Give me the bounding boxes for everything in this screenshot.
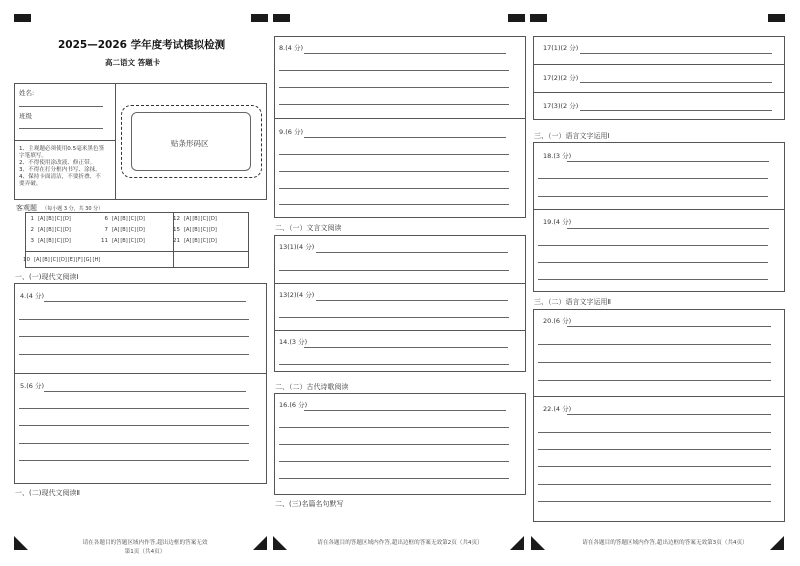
page-footer: 请在各题目的答题区域内作答,超出边框的答案无效第2页（共4页）: [317, 540, 483, 546]
answer-box-q13-q14: [274, 235, 526, 372]
mc-option-bubble[interactable]: [D]: [137, 238, 145, 244]
answer-line[interactable]: [279, 87, 509, 88]
mc-option-bubble[interactable]: [E]: [67, 257, 75, 263]
mc-option-bubble[interactable]: [B]: [120, 227, 128, 233]
answer-line[interactable]: [279, 364, 509, 365]
question-label-q14: 14.(3 分): [279, 338, 308, 346]
answer-line[interactable]: [279, 270, 509, 271]
mc-option-bubble[interactable]: [B]: [42, 257, 50, 263]
registration-mark: [251, 14, 268, 22]
answer-box-q20-q22: [533, 309, 785, 522]
section-heading: 三、（一）语言文字运用Ⅰ: [534, 132, 610, 140]
mc-question-row: [168, 238, 218, 244]
mc-question-number: 2: [30, 227, 34, 233]
box-divider: [274, 330, 526, 331]
answer-line[interactable]: [567, 326, 771, 327]
answer-line[interactable]: [538, 262, 768, 263]
question-label-q8: 8.(4 分): [279, 44, 303, 52]
corner-triangle: [14, 536, 28, 550]
answer-line[interactable]: [538, 484, 771, 485]
mc-option-bubble[interactable]: [F]: [75, 257, 83, 263]
answer-line[interactable]: [567, 161, 769, 162]
mc-question-number: 21: [173, 238, 180, 244]
mc-option-bubble[interactable]: [A]: [112, 216, 120, 222]
corner-triangle: [510, 536, 524, 550]
answer-line[interactable]: [580, 53, 772, 54]
page-footer: 请在各题目的答题区域内作答,超出边框的答案无效 第1页（共4页）: [82, 540, 208, 555]
mc-option-bubble[interactable]: [C]: [128, 238, 137, 244]
mc-question-row: [168, 216, 218, 222]
answer-line[interactable]: [538, 196, 768, 197]
mc-question-number: 12: [173, 216, 180, 222]
box-divider: [14, 373, 267, 374]
mc-option-bubble[interactable]: [A]: [184, 216, 192, 222]
mc-question-number: 15: [173, 227, 180, 233]
mc-option-bubble[interactable]: [C]: [200, 216, 209, 222]
answer-line[interactable]: [538, 432, 771, 433]
answer-line[interactable]: [538, 380, 771, 381]
mc-option-bubble[interactable]: [D]: [63, 227, 71, 233]
answer-line[interactable]: [538, 279, 768, 280]
answer-line[interactable]: [279, 70, 509, 71]
answer-line[interactable]: [538, 245, 768, 246]
mc-question-number: 10: [23, 257, 30, 263]
registration-mark: [508, 14, 525, 22]
answer-line[interactable]: [19, 443, 249, 444]
info-hline: [14, 140, 115, 141]
question-label-q17-1: 17(1)(2 分): [543, 44, 579, 52]
mc-option-bubble[interactable]: [B]: [192, 227, 200, 233]
answer-line[interactable]: [538, 449, 771, 450]
objective-heading: 客观题 （每小题 3 分，共 30 分）: [16, 204, 104, 212]
notice-text: 1、主观题必须使用0.5毫米黑色签 字笔填写。 2、不得使用涂改液、修正带。 3、不得在打分框内书写、涂抹。 4、保持卡面清洁，不要折叠、不 要弄破。: [19, 146, 105, 187]
answer-line[interactable]: [538, 362, 771, 363]
corner-triangle: [273, 536, 287, 550]
question-label-q17-2: 17(2)(2 分): [543, 74, 579, 82]
mc-question-row: [22, 216, 72, 222]
mc-question-number: 11: [101, 238, 108, 244]
mc-option-bubble[interactable]: [C]: [54, 216, 63, 222]
mc-option-bubble[interactable]: [G]: [83, 257, 92, 263]
mc-option-bubble[interactable]: [D]: [63, 216, 71, 222]
question-label-q13-2: 13(2)(4 分): [279, 291, 315, 299]
mc-option-bubble[interactable]: [D]: [209, 227, 217, 233]
answer-line[interactable]: [567, 228, 769, 229]
mc-option-bubble[interactable]: [B]: [192, 216, 200, 222]
mc-option-bubble[interactable]: [D]: [59, 257, 67, 263]
answer-line[interactable]: [304, 410, 506, 411]
answer-line[interactable]: [538, 344, 771, 345]
answer-line[interactable]: [279, 204, 509, 205]
answer-line[interactable]: [279, 104, 509, 105]
mc-option-bubble[interactable]: [C]: [54, 238, 63, 244]
mc-option-bubble[interactable]: [C]: [128, 216, 137, 222]
mc-question-row: [18, 257, 101, 263]
mc-option-bubble[interactable]: [D]: [209, 216, 217, 222]
mc-question-row: [96, 238, 146, 244]
mc-option-bubble[interactable]: [A]: [38, 216, 46, 222]
mc-question-row: [168, 227, 218, 233]
mc-option-bubble[interactable]: [C]: [50, 257, 59, 263]
section-heading: 二、（一）文言文阅读: [275, 224, 342, 232]
answer-line[interactable]: [19, 425, 249, 426]
corner-triangle: [253, 536, 267, 550]
answer-line[interactable]: [19, 408, 249, 409]
name-field[interactable]: [19, 106, 103, 107]
answer-line[interactable]: [19, 460, 249, 461]
question-label-q4: 4.(4 分): [20, 292, 44, 300]
mc-option-bubble[interactable]: [H]: [92, 257, 101, 263]
question-label-q19: 19.(4 分): [543, 218, 572, 226]
answer-line[interactable]: [44, 301, 246, 302]
question-label-q20: 20.(6 分): [543, 317, 572, 325]
answer-line[interactable]: [279, 171, 509, 172]
class-label: 班级: [19, 112, 32, 120]
question-label-q16: 16.(6 分): [279, 401, 308, 409]
box-divider: [533, 92, 785, 93]
answer-line[interactable]: [316, 252, 508, 253]
answer-line[interactable]: [279, 188, 509, 189]
info-divider: [115, 83, 116, 200]
question-label-q22: 22.(4 分): [543, 405, 572, 413]
answer-line[interactable]: [304, 137, 506, 138]
answer-line[interactable]: [19, 354, 249, 355]
question-label-q18: 18.(3 分): [543, 152, 572, 160]
mc-option-bubble[interactable]: [C]: [128, 227, 137, 233]
mc-option-bubble[interactable]: [B]: [46, 238, 54, 244]
section-heading: 三、（二）语言文字运用Ⅱ: [534, 298, 611, 306]
mc-question-number: 6: [104, 216, 108, 222]
exam-title: 2025—2026 学年度考试模拟检测: [58, 39, 226, 51]
section-heading: 一、(二)现代文阅读Ⅱ: [15, 489, 80, 497]
mc-option-bubble[interactable]: [B]: [46, 227, 54, 233]
mc-option-bubble[interactable]: [B]: [120, 216, 128, 222]
mc-question-number: 3: [30, 238, 34, 244]
answer-line[interactable]: [567, 414, 771, 415]
answer-line[interactable]: [44, 391, 246, 392]
registration-mark: [768, 14, 785, 22]
question-label-q13-1: 13(1)(4 分): [279, 243, 315, 251]
box-divider: [533, 209, 785, 210]
question-label-q17-3: 17(3)(2 分): [543, 102, 579, 110]
mc-question-number: 1: [30, 216, 34, 222]
mc-option-bubble[interactable]: [A]: [34, 257, 42, 263]
answer-line[interactable]: [279, 317, 509, 318]
mc-option-bubble[interactable]: [C]: [200, 238, 209, 244]
answer-line[interactable]: [279, 444, 509, 445]
mc-option-bubble[interactable]: [B]: [46, 216, 54, 222]
box-divider: [274, 118, 526, 119]
question-label-q5: 5.(6 分): [20, 382, 44, 390]
mc-question-number: 7: [104, 227, 108, 233]
page-footer: 请在各题目的答题区域内作答,超出边框的答案无效第3页（共4页）: [582, 540, 748, 546]
mc-option-bubble[interactable]: [B]: [192, 238, 200, 244]
answer-line[interactable]: [580, 110, 772, 111]
mc-option-bubble[interactable]: [A]: [184, 227, 192, 233]
answer-line[interactable]: [580, 82, 772, 83]
answer-line[interactable]: [279, 427, 509, 428]
box-divider: [274, 283, 526, 284]
mc-option-bubble[interactable]: [D]: [137, 216, 145, 222]
answer-line[interactable]: [279, 154, 509, 155]
answer-line[interactable]: [19, 319, 249, 320]
answer-line[interactable]: [19, 336, 249, 337]
section-heading: 一、(一)现代文阅读Ⅰ: [15, 273, 79, 281]
answer-line[interactable]: [538, 178, 768, 179]
class-field[interactable]: [19, 128, 103, 129]
registration-mark: [14, 14, 31, 22]
registration-mark: [530, 14, 547, 22]
mc-option-bubble[interactable]: [A]: [38, 238, 46, 244]
answer-line[interactable]: [538, 501, 771, 502]
question-label-q9: 9.(6 分): [279, 128, 303, 136]
mc-question-row: [96, 227, 146, 233]
answer-box-q8-q9: [274, 36, 526, 218]
mc-option-bubble[interactable]: [D]: [63, 238, 71, 244]
mc-option-bubble[interactable]: [D]: [209, 238, 217, 244]
mc-option-bubble[interactable]: [A]: [112, 227, 120, 233]
mc-option-bubble[interactable]: [C]: [200, 227, 209, 233]
answer-line[interactable]: [304, 53, 506, 54]
mc-question-row: [96, 216, 146, 222]
mc-option-bubble[interactable]: [A]: [112, 238, 120, 244]
mc-option-bubble[interactable]: [A]: [38, 227, 46, 233]
name-label: 姓名:: [19, 89, 35, 97]
section-heading: 二、（二）古代诗歌阅读: [275, 383, 349, 391]
objective-hline: [25, 251, 249, 252]
answer-line[interactable]: [304, 347, 508, 348]
answer-line[interactable]: [279, 461, 509, 462]
exam-subtitle: 高二语文 答题卡: [105, 58, 161, 67]
answer-line[interactable]: [316, 300, 508, 301]
objective-note: （每小题 3 分，共 30 分）: [42, 206, 104, 212]
answer-line[interactable]: [538, 466, 771, 467]
mc-option-bubble[interactable]: [B]: [120, 238, 128, 244]
section-heading: 二、(三)名篇名句默写: [275, 500, 344, 508]
registration-mark: [273, 14, 290, 22]
mc-option-bubble[interactable]: [D]: [137, 227, 145, 233]
mc-question-row: [22, 238, 72, 244]
mc-option-bubble[interactable]: [C]: [54, 227, 63, 233]
mc-question-row: [22, 227, 72, 233]
answer-box-q4-q5: [14, 283, 267, 484]
mc-option-bubble[interactable]: [A]: [184, 238, 192, 244]
barcode-label: 贴条形码区: [171, 139, 209, 148]
box-divider: [533, 396, 785, 397]
corner-triangle: [531, 536, 545, 550]
answer-line[interactable]: [279, 478, 509, 479]
box-divider: [533, 64, 785, 65]
